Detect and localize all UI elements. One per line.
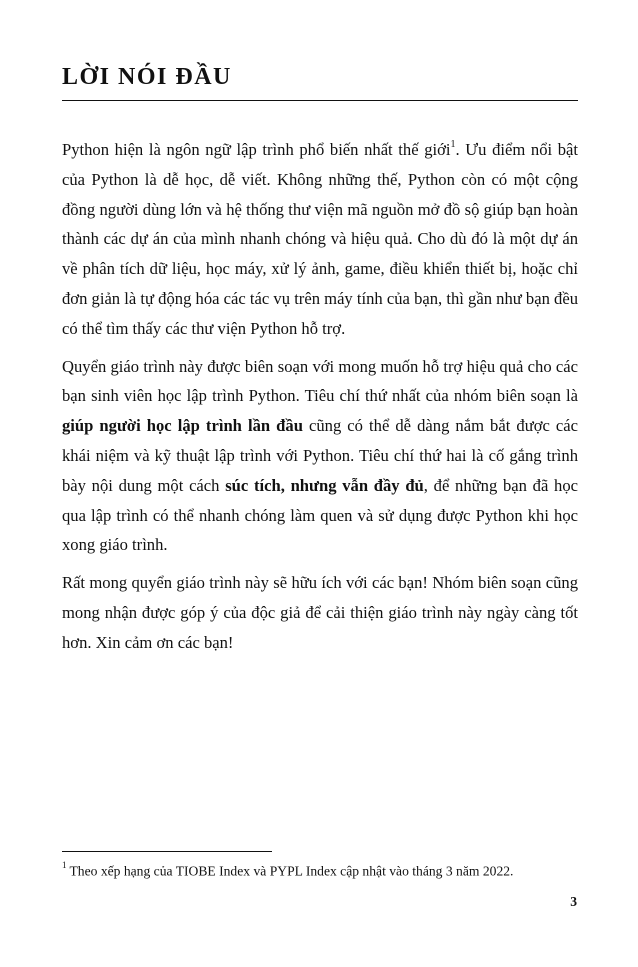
paragraph-1: [62, 135, 578, 344]
footnote: [62, 857, 578, 882]
paragraph-2: [62, 352, 578, 561]
paragraph-2-text-b: cũng có thể dễ dàng nắm bắt được các khái niệm và kỹ thuật lập trình với Python. Tiêu chí thứ hai là cố gắng trình bày nội dung một cách: [62, 416, 578, 495]
paragraph-1-text-a: Python hiện là ngôn ngữ lập trình phổ biến nhất thế giới: [62, 140, 451, 159]
page-number: 3: [570, 894, 577, 909]
paragraph-2-text-a: Quyển giáo trình này được biên soạn với mong muốn hỗ trợ hiệu quả cho các bạn sinh viên học lập trình Python. Tiêu chí thứ nhất của nhóm biên soạn là: [62, 356, 578, 406]
paragraph-2-emphasis-2: súc tích, nhưng vẫn đầy đủ: [225, 475, 424, 495]
paragraph-3: Rất mong quyển giáo trình này sẽ hữu ích với các bạn! Nhóm biên soạn cũng mong nhận được góp ý của độc giả để cải thiện giáo trình này ngày càng tốt hơn. Xin cảm ơn các bạn!: [62, 573, 578, 652]
paragraph-1-text-b: . Ưu điểm nổi bật của Python là dễ học, dễ viết. Không những thế, Python còn có một cộng đồng người dùng lớn và hệ thống thư viện mã nguồn mở đồ sộ giúp bạn hoàn thành các dự án của mình nhanh chóng và hiệu quả. Cho dù đó là một dự án về phân tích dữ liệu, học máy, xử lý ảnh, game, điều khiển thiết bị, hoặc chỉ đơn giản là tự động hóa các tác vụ trên máy tính của bạn, thì gần như bạn đều có thể tìm thấy các thư viện Python hỗ trợ.: [62, 140, 578, 338]
footnote-marker: 1: [62, 860, 67, 870]
paragraph-2-text-c: , để những bạn đã học qua lập trình có thể nhanh chóng làm quen và sử dụng được Python khi học xong giáo trình.: [62, 475, 578, 555]
title-divider: [62, 100, 578, 101]
paragraph-2-emphasis-1: giúp người học lập trình lần đầu: [62, 416, 303, 436]
footnote-text: Theo xếp hạng của TIOBE Index và PYPL Index cập nhật vào tháng 3 năm 2022.: [69, 863, 514, 879]
page-title: LỜI NÓI ĐẦU: [62, 64, 232, 90]
preface-body: [62, 135, 578, 666]
footnote-divider: [62, 851, 272, 852]
footnote-reference: 1: [450, 139, 456, 151]
